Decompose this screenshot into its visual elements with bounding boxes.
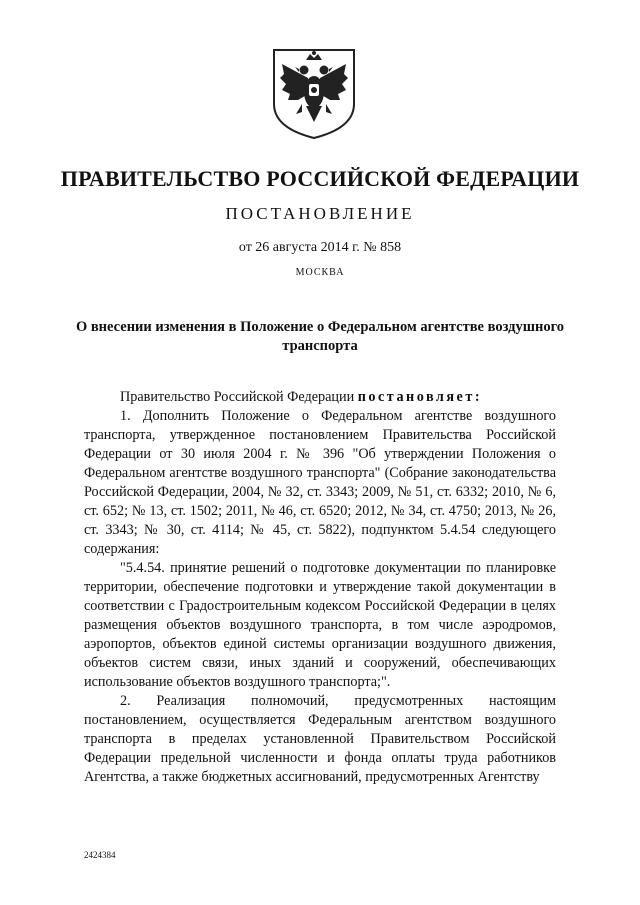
document-body (84, 388, 556, 787)
intro-verb: постановляет: (357, 389, 483, 405)
paragraph-2: "5.4.54. принятие решений о подготовке документации по планировке территории, обеспечение подготовки и утверждение такой документации в соответствии с Градостроительным кодексом Российской Федерации в целях размещения объектов воздушного транспорта, в том числе аэродромов, аэропортов, объектов единой системы организации воздушного движения, объектов систем связи, иных зданий и сооружений, обеспечивающих использование объектов воздушного транспорта;". (84, 560, 556, 690)
document-date: от 26 августа 2014 г. № 858 (238, 240, 402, 255)
intro-paragraph (84, 388, 556, 407)
coat-of-arms-icon (268, 44, 360, 142)
document-type: ПОСТАНОВЛЕНИЕ (225, 204, 415, 223)
paragraph-3: 2. Реализация полномочий, предусмотренных настоящим постановлением, осуществляется Федеральным агентством воздушного транспорта в пределах установленной Правительством Российской Федерации предельной численности и фонда оплаты труда работников Агентства, а также бюджетных ассигнований, предусмотренных Агентству (84, 693, 556, 785)
document-number: 2424384 (84, 850, 116, 860)
intro-text: Правительство Российской Федерации (120, 389, 358, 405)
document-city: МОСКВА (295, 267, 345, 278)
paragraph-1: 1. Дополнить Положение о Федеральном агентстве воздушного транспорта, утвержденное постановлением Правительства Российской Федерации от 30 июля 2004 г. № 396 "Об утверждении Положения о Федеральном агентстве воздушного транспорта" (Собрание законодательства Российской Федерации, 2004, № 32, ст. 3343; 2009, № 51, ст. 6332; 2010, № 6, ст. 652; № 13, ст. 1502; 2011, № 46, ст. 6520; 2012, № 34, ст. 4750; 2013, № 26, ст. 3343; № 30, ст. 4114; № 45, ст. 5822), подпунктом 5.4.54 следующего содержания: (84, 408, 556, 557)
document-title: О внесении изменения в Положение о Федеральном агентстве воздушного транспорта (75, 319, 565, 354)
government-name: ПРАВИТЕЛЬСТВО РОССИЙСКОЙ ФЕДЕРАЦИИ (60, 166, 580, 191)
